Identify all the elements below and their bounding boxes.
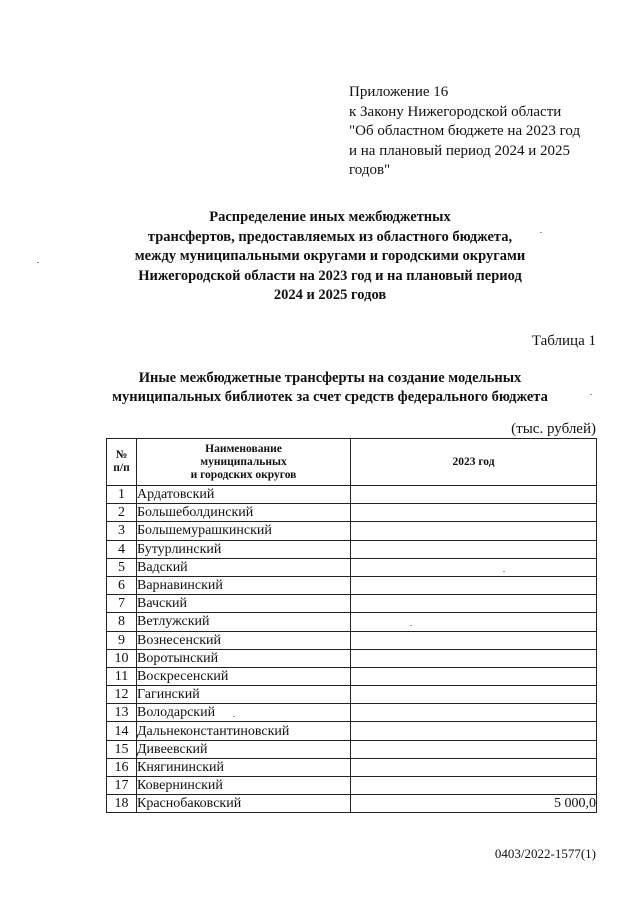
row-value-2023 <box>351 504 597 522</box>
table-header-row <box>107 439 597 486</box>
row-number: 14 <box>107 722 137 740</box>
row-value-2023 <box>351 704 597 722</box>
appendix-line: годов" <box>349 162 391 178</box>
header-name-line: Наименование <box>205 442 282 455</box>
row-number: 18 <box>107 795 137 813</box>
row-name: Большемурашкинский <box>137 522 351 540</box>
row-value-2023 <box>351 486 597 504</box>
row-number: 4 <box>107 540 137 558</box>
scan-speck <box>410 625 412 626</box>
row-number: 11 <box>107 667 137 685</box>
table-row <box>107 704 597 722</box>
row-name: Бутурлинский <box>137 540 351 558</box>
appendix-line: и на плановый период 2024 и 2025 <box>349 142 571 159</box>
row-value-2023 <box>351 613 597 631</box>
header-num-line: № <box>115 449 128 461</box>
row-name: Ветлужский <box>137 613 351 631</box>
appendix-line: к Закону Нижегородской области <box>349 103 562 120</box>
row-value-2023 <box>351 522 597 540</box>
table-row <box>107 576 597 594</box>
document-title <box>90 208 570 306</box>
scan-speck <box>37 262 39 263</box>
appendix-line: "Об областном бюджете на 2023 год <box>349 123 581 139</box>
header-num-line: п/п <box>113 462 130 474</box>
table-subtitle <box>90 369 570 407</box>
row-value-2023 <box>351 558 597 576</box>
row-value-2023 <box>351 595 597 613</box>
document-code: 0403/2022-1577(1) <box>494 846 596 861</box>
scan-speck <box>540 232 542 233</box>
table-row <box>107 504 597 522</box>
table-row <box>107 795 597 813</box>
header-num <box>107 439 137 486</box>
scan-speck <box>503 571 505 572</box>
header-name-line: и городских округов <box>190 468 297 481</box>
table-label: Таблица 1 <box>531 333 596 349</box>
row-value-2023 <box>351 758 597 776</box>
title-line: Нижегородской области на 2023 год и на плановый период <box>138 267 522 284</box>
row-number: 3 <box>107 522 137 540</box>
transfers-table <box>106 438 597 813</box>
row-name: Княгининский <box>137 758 351 776</box>
row-number: 15 <box>107 740 137 758</box>
row-number: 17 <box>107 777 137 795</box>
table-row <box>107 522 597 540</box>
table-row <box>107 722 597 740</box>
row-number: 10 <box>107 649 137 667</box>
row-value-2023 <box>351 722 597 740</box>
row-name: Воротынский <box>137 649 351 667</box>
table-row <box>107 758 597 776</box>
row-name: Володарский <box>137 704 351 722</box>
table-row <box>107 631 597 649</box>
row-number: 6 <box>107 576 137 594</box>
row-value-2023 <box>351 686 597 704</box>
row-value-2023 <box>351 540 597 558</box>
table-row <box>107 686 597 704</box>
table-row <box>107 540 597 558</box>
appendix-line: Приложение 16 <box>349 84 449 100</box>
row-value-2023 <box>351 667 597 685</box>
row-name: Большеболдинский <box>137 504 351 522</box>
row-number: 16 <box>107 758 137 776</box>
row-number: 7 <box>107 595 137 613</box>
unit-label: (тыс. рублей) <box>511 421 596 437</box>
title-line: Распределение иных межбюджетных <box>209 209 451 225</box>
scan-speck <box>233 716 235 717</box>
row-name: Воскресенский <box>137 667 351 685</box>
row-name: Гагинский <box>137 686 351 704</box>
row-name: Варнавинский <box>137 576 351 594</box>
row-name: Вадский <box>137 558 351 576</box>
title-line: 2024 и 2025 годов <box>273 287 387 303</box>
row-name: Дальнеконстантиновский <box>137 722 351 740</box>
row-number: 5 <box>107 558 137 576</box>
title-line: между муниципальными округами и городскими округами <box>134 248 526 264</box>
row-value-2023 <box>351 740 597 758</box>
table-row <box>107 558 597 576</box>
row-name: Ардатовский <box>137 486 351 504</box>
table-row <box>107 486 597 504</box>
appendix-block <box>349 83 609 181</box>
header-name <box>137 439 351 486</box>
header-name-line: муниципальных <box>200 455 287 468</box>
row-value-2023 <box>351 649 597 667</box>
table-row <box>107 777 597 795</box>
row-value-2023 <box>351 777 597 795</box>
table-row <box>107 595 597 613</box>
scan-speck <box>590 394 592 395</box>
row-name: Вачский <box>137 595 351 613</box>
row-number: 13 <box>107 704 137 722</box>
row-value-2023 <box>351 576 597 594</box>
row-number: 2 <box>107 504 137 522</box>
table-row <box>107 667 597 685</box>
row-number: 12 <box>107 686 137 704</box>
table-row <box>107 613 597 631</box>
subtitle-line: муниципальных библиотек за счет средств федерального бюджета <box>112 389 548 405</box>
row-value-2023 <box>351 631 597 649</box>
table-row <box>107 649 597 667</box>
row-number: 9 <box>107 631 137 649</box>
row-name: Вознесенский <box>137 631 351 649</box>
row-number: 8 <box>107 613 137 631</box>
header-year: 2023 год <box>351 439 597 486</box>
table-row <box>107 740 597 758</box>
row-name: Ковернинский <box>137 777 351 795</box>
row-name: Дивеевский <box>137 740 351 758</box>
title-line: трансфертов, предоставляемых из областного бюджета, <box>147 228 513 245</box>
row-number: 1 <box>107 486 137 504</box>
subtitle-line: Иные межбюджетные трансферты на создание модельных <box>138 370 522 386</box>
row-name: Краснобаковский <box>137 795 351 813</box>
table-body <box>107 486 597 813</box>
row-value-2023: 5 000,0 <box>351 795 597 813</box>
